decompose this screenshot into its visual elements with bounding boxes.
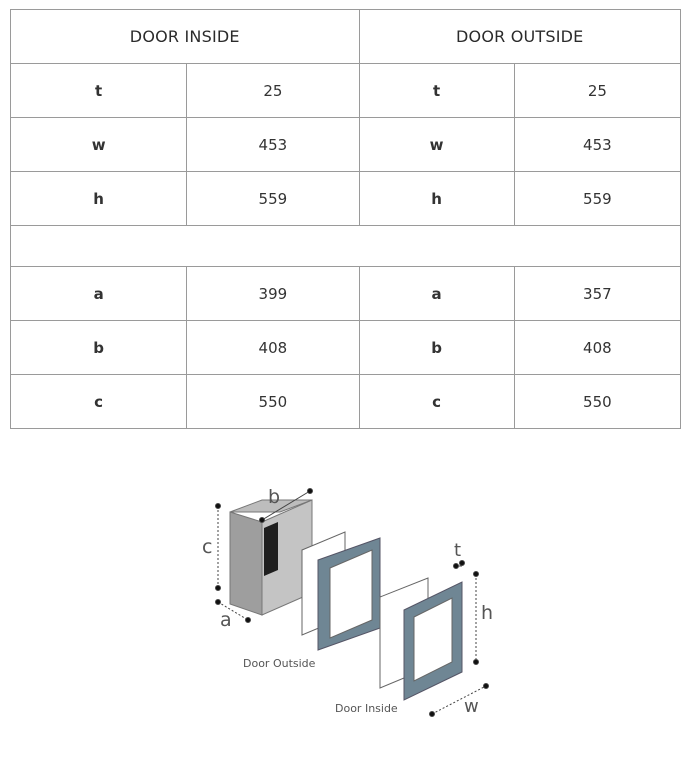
header-door-outside: DOOR OUTSIDE (359, 10, 681, 64)
inside-value: 25 (187, 64, 359, 118)
inside-key: a (11, 267, 187, 321)
inside-key: b (11, 321, 187, 375)
inside-value: 399 (187, 267, 359, 321)
label-door-outside: Door Outside (243, 657, 316, 670)
label-c: c (202, 536, 213, 558)
label-b: b (268, 486, 281, 508)
outside-value: 559 (514, 172, 680, 226)
label-a: a (220, 609, 232, 631)
separator-cell (11, 226, 681, 267)
outside-value: 25 (514, 64, 680, 118)
label-w: w (464, 696, 479, 717)
table-row (11, 64, 681, 118)
outside-value: 550 (514, 375, 680, 429)
outside-value: 357 (514, 267, 680, 321)
outside-value: 453 (514, 118, 680, 172)
inside-key: w (11, 118, 187, 172)
inside-value: 559 (187, 172, 359, 226)
outside-key: w (359, 118, 514, 172)
outside-value: 408 (514, 321, 680, 375)
label-h: h (481, 602, 494, 624)
table-row (11, 118, 681, 172)
outside-key: a (359, 267, 514, 321)
label-door-inside: Door Inside (335, 702, 398, 715)
outside-key: c (359, 375, 514, 429)
table-row (11, 172, 681, 226)
inside-value: 408 (187, 321, 359, 375)
inside-key: c (11, 375, 187, 429)
outside-key: t (359, 64, 514, 118)
header-door-inside: DOOR INSIDE (11, 10, 360, 64)
inside-key: t (11, 64, 187, 118)
cabinet-box (230, 500, 312, 615)
outside-key: h (359, 172, 514, 226)
inside-value: 453 (187, 118, 359, 172)
table-row (11, 321, 681, 375)
table-header-row (11, 10, 681, 64)
dimensions-table (10, 9, 681, 429)
door-inside-figure (380, 578, 462, 700)
outside-key: b (359, 321, 514, 375)
door-dimension-diagram (180, 470, 510, 730)
door-outside-figure (302, 532, 380, 650)
label-t: t (454, 540, 462, 561)
table-row (11, 375, 681, 429)
inside-value: 550 (187, 375, 359, 429)
inside-key: h (11, 172, 187, 226)
table-separator-row (11, 226, 681, 267)
table-row (11, 267, 681, 321)
